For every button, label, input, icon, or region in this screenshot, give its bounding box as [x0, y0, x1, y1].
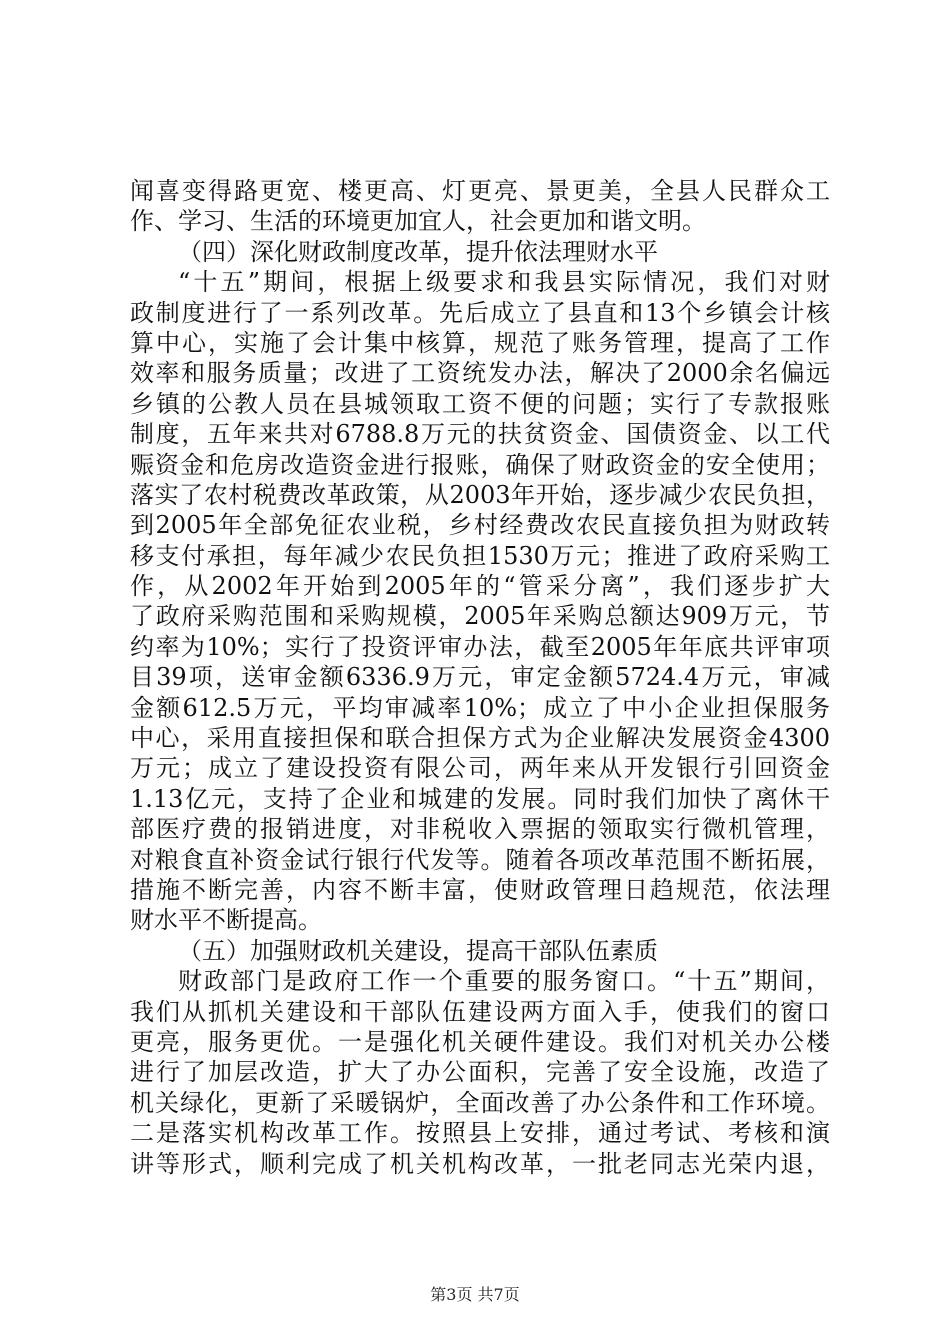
- text-line: 进行了加层改造，扩大了办公面积，完善了安全设施，改造了: [130, 1058, 830, 1087]
- text-line: 措施不断完善，内容不断丰富，使财政管理日趋规范，依法理: [130, 875, 830, 904]
- page-footer: 第3页 共7页: [430, 1285, 520, 1304]
- text-line: 到2005年全部免征农业税，乡村经费改农民直接负担为财政转: [130, 511, 830, 540]
- text-line: 对粮食直补资金试行银行代发等。随着各项改革范围不断拓展，: [130, 845, 830, 874]
- text-line: 作、学习、生活的环境更加宜人，社会更加和谐文明。: [130, 207, 706, 236]
- text-line: 赈资金和危房改造资金进行报账，确保了财政资金的安全使用；: [130, 450, 830, 479]
- text-line: 更亮，服务更优。一是强化机关硬件建设。我们对机关办公楼: [130, 1027, 830, 1056]
- text-line: 部医疗费的报销进度，对非税收入票据的领取实行微机管理，: [130, 815, 830, 844]
- text-line: 算中心，实施了会计集中核算，规范了账务管理，提高了工作: [130, 328, 830, 357]
- text-line: 财水平不断提高。: [130, 906, 322, 935]
- text-line: 机关绿化，更新了采暖锅炉，全面改善了办公条件和工作环境。: [130, 1088, 830, 1117]
- text-line: 移支付承担，每年减少农民负担1530万元；推进了政府采购工: [130, 541, 830, 570]
- text-line: 我们从抓机关建设和干部队伍建设两方面入手，使我们的窗口: [130, 997, 830, 1026]
- text-line: 财政部门是政府工作一个重要的服务窗口。“十五”期间，: [178, 967, 830, 996]
- text-line: 作，从2002年开始到2005年的“管采分离”，我们逐步扩大: [130, 572, 830, 601]
- document-body: [130, 176, 830, 1179]
- text-line: 了政府采购范围和采购规模，2005年采购总额达909万元，节: [130, 602, 830, 631]
- text-line: 政制度进行了一系列改革。先后成立了县直和13个乡镇会计核: [130, 298, 830, 327]
- text-line: “十五”期间，根据上级要求和我县实际情况，我们对财: [178, 268, 830, 297]
- text-line: 中心，采用直接担保和联合担保方式为企业解决发展资金4300: [130, 724, 830, 753]
- text-line: 讲等形式，顺利完成了机关机构改革，一批老同志光荣内退，: [130, 1149, 830, 1178]
- section-heading: （五）加强财政机关建设，提高干部队伍素质: [178, 936, 658, 965]
- text-line: 闻喜变得路更宽、楼更高、灯更亮、景更美，全县人民群众工: [130, 177, 830, 205]
- text-line: 金额612.5万元，平均审减率10%；成立了中小企业担保服务: [130, 693, 830, 722]
- text-line: 万元；成立了建设投资有限公司，两年来从开发银行引回资金: [130, 754, 830, 783]
- text-line: 效率和服务质量；改进了工资统发办法，解决了2000余名偏远: [130, 359, 830, 388]
- text-line: 约率为10%；实行了投资评审办法，截至2005年年底共评审项: [130, 632, 830, 661]
- text-line: 落实了农村税费改革政策，从2003年开始，逐步减少农民负担，: [130, 480, 830, 509]
- text-line: 目39项，送审金额6336.9万元，审定金额5724.4万元，审减: [130, 663, 830, 692]
- text-line: 1.13亿元，支持了企业和城建的发展。同时我们加快了离休干: [130, 784, 830, 813]
- text-line: 制度，五年来共对6788.8万元的扶贫资金、国债资金、以工代: [130, 420, 830, 449]
- text-line: 乡镇的公教人员在县城领取工资不便的问题；实行了专款报账: [130, 389, 830, 418]
- section-heading: （四）深化财政制度改革，提升依法理财水平: [178, 237, 658, 266]
- text-line: 二是落实机构改革工作。按照县上安排，通过考试、考核和演: [130, 1119, 830, 1148]
